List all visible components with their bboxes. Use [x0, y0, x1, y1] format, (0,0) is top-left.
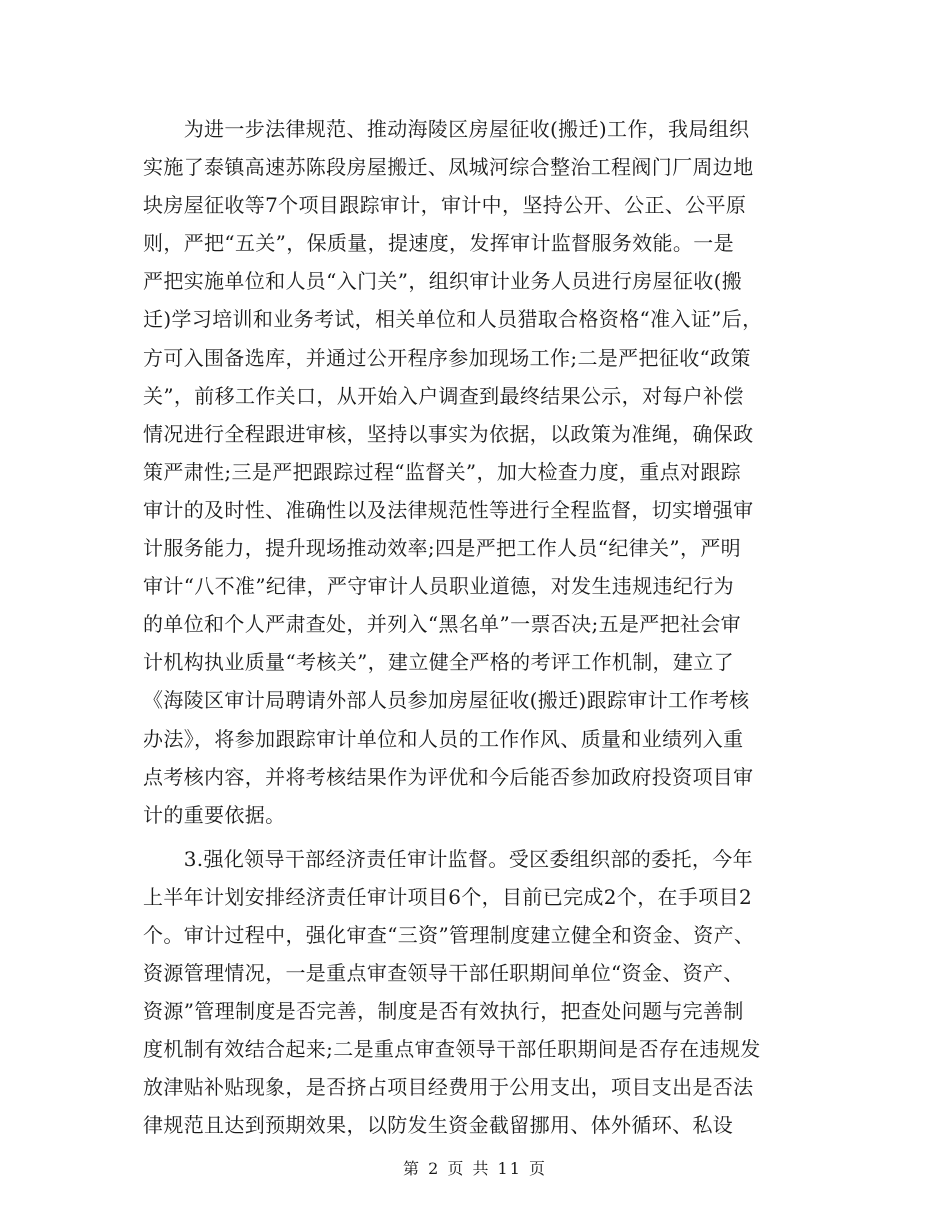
- text-line: 计服务能力，提升现场推动效率;四是严把工作人员“纪律关”，严明: [143, 536, 742, 561]
- text-line: 迁)学习培训和业务考试，相关单位和人员猎取合格资格“准入证”后，: [143, 307, 763, 332]
- text-line: 情况进行全程跟进审核，坚持以事实为依据，以政策为准绳，确保政: [143, 421, 754, 446]
- text-line: 审计的及时性、准确性以及法律规范性等进行全程监督，切实增强审: [143, 497, 754, 522]
- text-line: 实施了泰镇高速苏陈段房屋搬迁、凤城河综合整治工程阀门厂周边地: [143, 155, 754, 180]
- text-line: 个。审计过程中，强化审查“三资”管理制度建立健全和资金、资产、: [143, 922, 755, 947]
- text-line: 的单位和个人严肃查处，并列入“黑名单”一票否决;五是严把社会审: [143, 612, 742, 637]
- text-line: 计的重要依据。: [143, 802, 286, 827]
- page-number-footer: 第 2 页 共 11 页: [403, 1159, 547, 1178]
- text-line: 律规范且达到预期效果，以防发生资金截留挪用、体外循环、私设: [143, 1113, 734, 1138]
- text-line: 3.强化领导干部经济责任审计监督。受区委组织部的委托，今年: [143, 846, 753, 871]
- text-line: 方可入围备选库，并通过公开程序参加现场工作;二是严把征收“政策: [143, 345, 751, 370]
- text-line: 为进一步法律规范、推动海陵区房屋征收(搬迁)工作，我局组织: [143, 117, 750, 141]
- text-line: 计机构执业质量“考核关”，建立健全严格的考评工作机制，建立了: [143, 650, 734, 675]
- text-line: 关”，前移工作关口，从开始入户调查到最终结果公示，对每户补偿: [143, 383, 744, 408]
- text-line: 审计“八不准”纪律，严守审计人员职业道德，对发生违规违纪行为: [143, 574, 734, 599]
- text-line: 资源”管理制度是否完善，制度是否有效执行，把查处问题与完善制: [143, 999, 744, 1024]
- text-line: 度机制有效结合起来;二是重点审查领导干部任职期间是否存在违规发: [143, 1037, 761, 1062]
- text-line: 严把实施单位和人员“入门关”，组织审计业务人员进行房屋征收(搬: [143, 269, 743, 294]
- text-line: 块房屋征收等7个项目跟踪审计，审计中，坚持公开、公正、公平原: [143, 193, 747, 218]
- text-line: 《海陵区审计局聘请外部人员参加房屋征收(搬迁)跟踪审计工作考核: [143, 688, 750, 713]
- text-line: 策严肃性;三是严把跟踪过程“监督关”，加大检查力度，重点对跟踪: [143, 459, 742, 484]
- text-line: 上半年计划安排经济责任审计项目6个，目前已完成2个，在手项目2: [143, 884, 753, 909]
- text-line: 点考核内容，并将考核结果作为评优和今后能否参加政府投资项目审: [143, 764, 754, 789]
- document-body: [143, 110, 815, 1145]
- text-line: 资源管理情况，一是重点审查领导干部任职期间单位“资金、资产、: [143, 961, 744, 986]
- text-line: 办法》，将参加跟踪审计单位和人员的工作作风、质量和业绩列入重: [143, 726, 744, 751]
- text-line: 则，严把“五关”，保质量，提速度，发挥审计监督服务效能。一是: [143, 231, 734, 256]
- text-line: 放津贴补贴现象，是否挤占项目经费用于公用支出，项目支出是否法: [143, 1075, 754, 1100]
